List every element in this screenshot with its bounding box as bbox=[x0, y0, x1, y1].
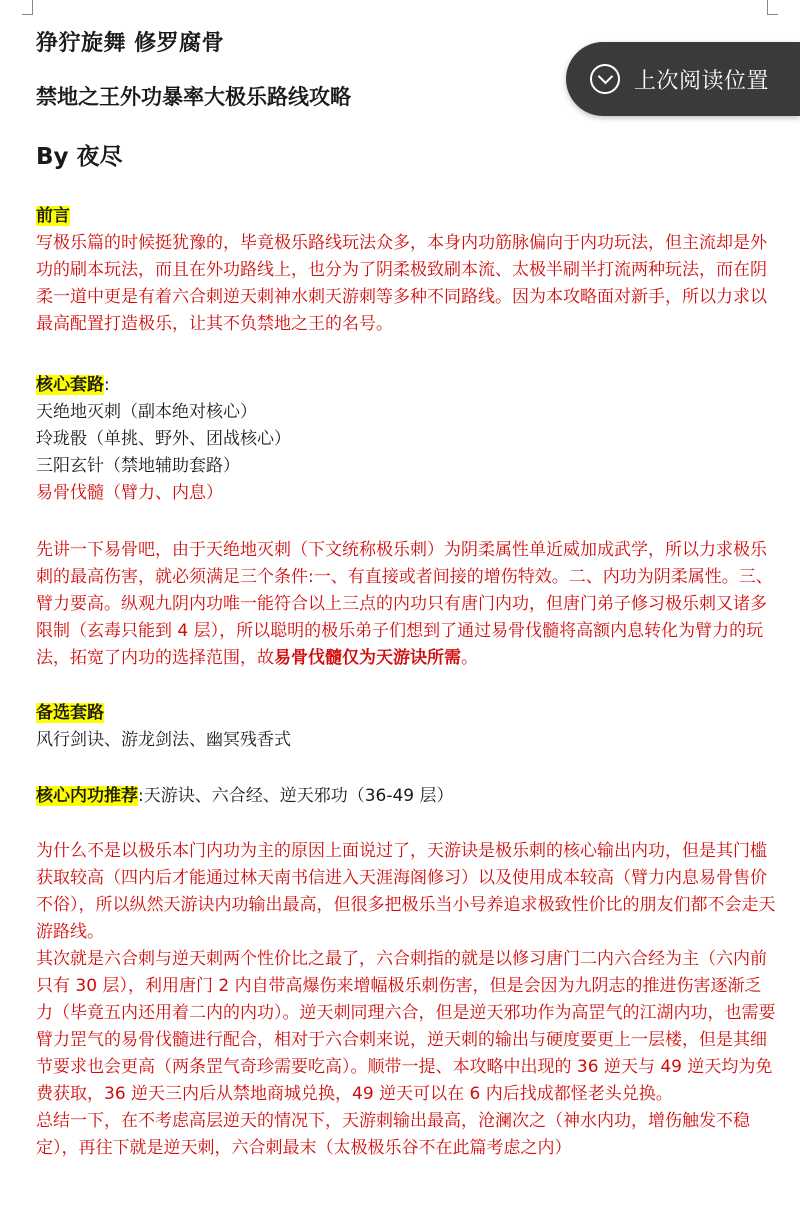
analysis-section bbox=[36, 838, 776, 1162]
backup-body: 风行剑诀、游龙剑法、幽冥残香式 bbox=[36, 730, 291, 750]
core-item: 易骨伐髓（臂力、内息） bbox=[36, 483, 223, 503]
preface-heading: 前言 bbox=[36, 206, 70, 226]
page-corner-mark-right bbox=[767, 0, 778, 15]
neigong-heading: 核心内功推荐 bbox=[36, 786, 138, 806]
analysis-paragraph: 其次就是六合刺与逆天刺两个性价比之最了，六合刺指的就是以修习唐门二内六合经为主（六内前只有 30 层），利用唐门 2 内自带高爆伤来增幅极乐刺伤害，但是会因为九阴志的推进伤害逐渐乏力（毕竟五内还用着二内的内功）。逆天刺同理六合，但是逆天邪功作为高罡气的江湖内功，也需要臂力罡气的易骨伐髓进行配合，相对于六合刺来说，逆天刺的输出与硬度要更上一层楼，但是其细节要求也会更高（两条罡气奇珍需要吃高）。顺带一提、本攻略中出现的 36 逆天与 49 逆天均为免费获取，36 逆天三内后从禁地商城兑换，49 逆天可以在 6 内后找成都怪老头兑换。 bbox=[36, 949, 776, 1104]
analysis-paragraph: 为什么不是以极乐本门内功为主的原因上面说过了，天游诀是极乐刺的核心输出内功，但是其门槛获取较高（四内后才能通过林天南书信进入天涯海阁修习）以及使用成本较高（臂力内息易骨售价不俗），所以纵然天游诀内功输出最高，但很多把极乐当小号养追求极致性价比的朋友们都不会走天游路线。 bbox=[36, 841, 776, 942]
neigong-body: :天游诀、六合经、逆天邪功（36-49 层） bbox=[138, 786, 454, 806]
core-heading: 核心套路 bbox=[36, 375, 104, 395]
core-item: 玲珑骰（单挑、野外、团战核心） bbox=[36, 429, 291, 449]
core-colon: : bbox=[104, 375, 110, 395]
backup-section bbox=[36, 700, 776, 754]
chevron-down-circle-icon bbox=[590, 64, 620, 94]
explain-body: 先讲一下易骨吧，由于天绝地灭刺（下文统称极乐刺）为阴柔属性单近威加成武学，所以力求极乐刺的最高伤害，就必须满足三个条件:一、有直接或者间接的增伤特效。二、内功为阴柔属性。三、臂力要高。纵观九阴内功唯一能符合以上三点的内功只有唐门内功，但唐门弟子修习极乐刺又诸多限制（玄毒只能到 4 层），所以聪明的极乐弟子们想到了通过易骨伐髓将高额内息转化为臂力的玩法，拓宽了内功的选择范围，故 bbox=[36, 540, 773, 668]
analysis-paragraph: 总结一下，在不考虑高层逆天的情况下，天游刺输出最高，沧澜次之（神水内功，增伤触发不稳定），再往下就是逆天刺，六合刺最末（太极极乐谷不在此篇考虑之内） bbox=[36, 1111, 750, 1158]
preface-body: 写极乐篇的时候挺犹豫的，毕竟极乐路线玩法众多，本身内功筋脉偏向于内功玩法，但主流却是外功的刷本玩法，而且在外功路线上，也分为了阴柔极致刷本流、太极半刷半打流两种玩法，而在阴柔一道中更是有着六合刺逆天刺神水刺天游刺等多种不同路线。因为本攻略面对新手，所以力求以最高配置打造极乐，让其不负禁地之王的名号。 bbox=[36, 233, 767, 334]
title-line-1: 狰狞旋舞 修罗腐骨 bbox=[36, 31, 225, 56]
core-section bbox=[36, 372, 776, 507]
neigong-section bbox=[36, 783, 776, 810]
author-line: By 夜尽 bbox=[36, 144, 123, 170]
resume-reading-label: 上次阅读位置 bbox=[634, 68, 770, 94]
preface-section bbox=[36, 203, 776, 338]
core-item: 天绝地灭刺（副本绝对核心） bbox=[36, 402, 257, 422]
explain-end: 。 bbox=[461, 648, 478, 668]
explain-bold: 易骨伐髓仅为天游诀所需 bbox=[274, 648, 461, 668]
backup-heading: 备选套路 bbox=[36, 703, 104, 723]
page-corner-mark-left bbox=[22, 0, 33, 15]
explain-section bbox=[36, 537, 776, 672]
core-item: 三阳玄针（禁地辅助套路） bbox=[36, 456, 240, 476]
resume-reading-button[interactable] bbox=[566, 42, 800, 116]
title-line-2: 禁地之王外功暴率大极乐路线攻略 bbox=[36, 85, 351, 109]
